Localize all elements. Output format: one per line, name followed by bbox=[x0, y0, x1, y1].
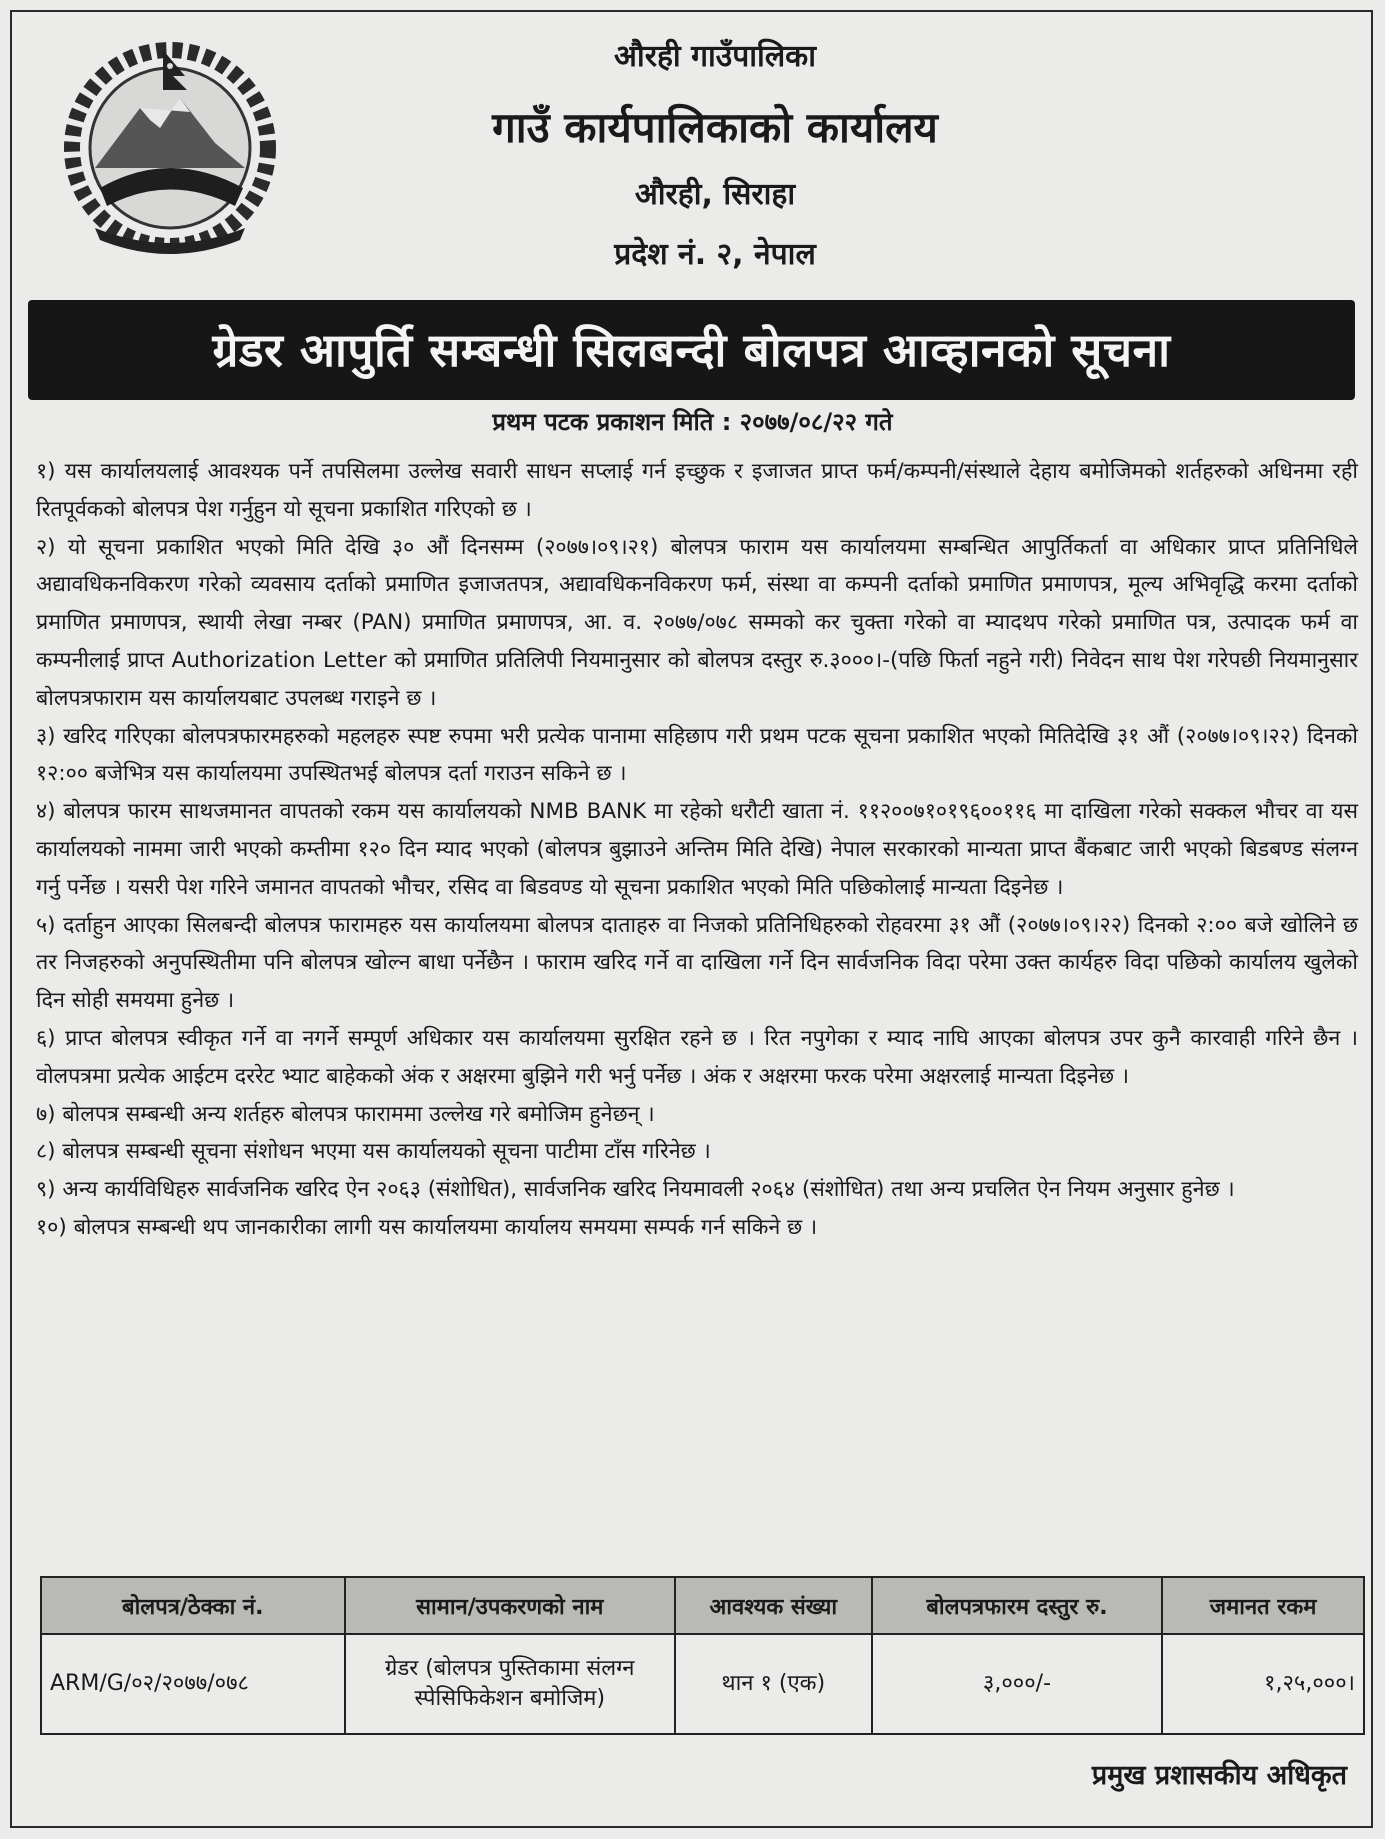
nepal-emblem-icon bbox=[55, 28, 285, 258]
publication-date: प्रथम पटक प्रकाशन मिति : २०७७/०८/२२ गते bbox=[492, 408, 893, 436]
clause-5: ५) दर्ताहुन आएका सिलबन्दी बोलपत्र फारामहरु यस कार्यालयमा बोलपत्र दाताहरु वा निजको प्रतिनिधिहरुको रोहवरमा ३१ औं (२०७७।०९।२२) दिनको २:०० बजे खोलिने छ तर निजहरुको अनुपस्थितीमा पनि बोलपत्र खोल्न बाधा पर्नेछैन । फाराम खरिद गर्ने वा दाखिला गर्ने दिन सार्वजनिक विदा परेमा उक्त कार्यहरु विदा पछिको कार्यालय खुलेको दिन सोही समयमा हुनेछ । bbox=[36, 912, 1358, 1014]
item-name-line-1: ग्रेडर (बोलपत्र पुस्तिकामा संलग्न bbox=[385, 1656, 635, 1681]
clause-10: १०) बोलपत्र सम्बन्धी थप जानकारीका लागी यस कार्यालयमा कार्यालय समयमा सम्पर्क गर्न सकिने छ । bbox=[36, 1214, 818, 1240]
header-form-fee: बोलपत्रफारम दस्तुर रु. bbox=[872, 1577, 1163, 1634]
clause-9: ९) अन्य कार्यविधिहरु सार्वजनिक खरिद ऐन २०६३ (संशोधित), सार्वजनिक खरिद नियमावली २०६४ (संशोधित) तथा अन्य प्रचलित ऐन नियम अनुसार हुनेछ । bbox=[36, 1177, 1235, 1203]
table-header-row bbox=[41, 1577, 1364, 1634]
clause-7: ७) बोलपत्र सम्बन्धी अन्य शर्तहरु बोलपत्र फाराममा उल्लेख गरे बमोजिम हुनेछन् । bbox=[36, 1101, 655, 1127]
header-contract-no: बोलपत्र/ठेक्का नं. bbox=[41, 1577, 345, 1634]
clause-6: ६) प्राप्त बोलपत्र स्वीकृत गर्ने वा नगर्ने सम्पूर्ण अधिकार यस कार्यालयमा सुरक्षित रहने छ । रित नपुगेका र म्याद नाघि आएका बोलपत्र उपर कुनै कारवाही गरिने छैन । वोलपत्रमा प्रत्येक आईटम दररेट भ्याट बाहेकको अंक र अक्षरमा बुझिने गरी भर्नु पर्नेछ । अंक र अक्षरमा फरक परेमा अक्षरलाई मान्यता दिइनेछ । bbox=[36, 1025, 1358, 1089]
cell-contract-no: ARM/G/०२/२०७७/०७८ bbox=[41, 1634, 345, 1734]
clause-4: ४) बोलपत्र फारम साथजमानत वापतको रकम यस कार्यालयको NMB BANK मा रहेको धरौटी खाता नं. ११२००७१०१९६००११६ मा दाखिला गरेको सक्कल भौचर वा यस कार्यालयको नाममा जारी भएको कम्तीमा १२० दिन म्याद भएको (बोलपत्र बुझाउने अन्तिम मिति देखि) नेपाल सरकारको मान्यता प्राप्त बैंकबाट जारी भएको बिडबण्ड संलग्न गर्नु पर्नेछ । यसरी पेश गरिने जमानत वापतको भौचर, रसिद वा बिडवण्ड यो सूचना प्रकाशित भएको मिति पछिकोलाई मान्यता दिइनेछ । bbox=[36, 799, 1358, 900]
signatory-title: प्रमुख प्रशासकीय अधिकृत bbox=[1091, 1760, 1347, 1791]
cell-item-name bbox=[345, 1634, 675, 1734]
clause-3: ३) खरिद गरिएका बोलपत्रफारमहरुको महलहरु स्पष्ट रुपमा भरी प्रत्येक पानामा सहिछाप गरी प्रथम पटक सूचना प्रकाशित भएको मितिदेखि ३१ औं (२०७७।०९।२२) दिनको १२:०० बजेभित्र यस कार्यालयमा उपस्थितभई बोलपत्र दर्ता गराउन सकिने छ । bbox=[36, 723, 1358, 787]
clause-8: ८) बोलपत्र सम्बन्धी सूचना संशोधन भएमा यस कार्यालयको सूचना पाटीमा टाँस गरिनेछ । bbox=[36, 1139, 711, 1165]
province-name: प्रदेश नं. २, नेपाल bbox=[614, 237, 816, 272]
header-security-amount: जमानत रकम bbox=[1162, 1577, 1364, 1634]
tender-table bbox=[40, 1576, 1365, 1735]
municipality-name: औरही गाउँपालिका bbox=[614, 39, 816, 74]
notice-title: ग्रेडर आपुर्ति सम्बन्धी सिलबन्दी बोलपत्र आव्हानको सूचना bbox=[28, 300, 1355, 400]
notice-clauses bbox=[36, 453, 1358, 1247]
header-item-name: सामान/उपकरणको नाम bbox=[345, 1577, 675, 1634]
header-quantity: आवश्यक संख्या bbox=[675, 1577, 872, 1634]
clause-1: १) यस कार्यालयलाई आवश्यक पर्ने तपसिलमा उल्लेख सवारी साधन सप्लाई गर्न इच्छुक र इजाजत प्राप्त फर्म/कम्पनी/संस्थाले देहाय बमोजिमको शर्तहरुको अधिनमा रही रितपूर्वकको बोलपत्र पेश गर्नुहुन यो सूचना प्रकाशित गरिएको छ । bbox=[36, 459, 1358, 522]
cell-form-fee: ३,०००/- bbox=[872, 1634, 1163, 1734]
clause-2: २) यो सूचना प्रकाशित भएको मिति देखि ३० औं दिनसम्म (२०७७।०९।२१) बोलपत्र फाराम यस कार्यालयमा सम्बन्धित आपुर्तिकर्ता वा अधिकार प्राप्त प्रतिनिधिले अद्यावधिकनविकरण गरेको व्यवसाय दर्ताको प्रमाणित इजाजतपत्र, अद्यावधिकनविकरण फर्म, संस्था वा कम्पनी दर्ताको प्रमाणित प्रमाणपत्र, मूल्य अभिवृद्धि करमा दर्ताको प्रमाणित प्रमाणपत्र, स्थायी लेखा नम्बर (PAN) प्रमाणित प्रमाणपत्र, आ. व. २०७७/०७८ सम्मको कर चुक्ता गरेको वा म्यादथप गरेको प्रमाणित पत्र, उत्पादक फर्म वा कम्पनीलाई प्राप्त Authorization Letter को प्रमाणित प्रतिलिपी नियमानुसार को बोलपत्र दस्तुर रु.३०००।-(पछि फिर्ता नहुने गरी) निवेदन साथ पेश गरेपछी नियमानुसार बोलपत्रफाराम यस कार्यालयबाट उपलब्ध गराइने छ । bbox=[36, 534, 1358, 711]
cell-security-amount: १,२५,०००। bbox=[1162, 1634, 1364, 1734]
office-name: गाउँ कार्यपालिकाको कार्यालय bbox=[492, 103, 938, 152]
table-row bbox=[41, 1634, 1364, 1734]
cell-quantity: थान १ (एक) bbox=[675, 1634, 872, 1734]
office-location: औरही, सिराहा bbox=[634, 177, 796, 212]
item-name-line-2: स्पेसिफिकेशन बमोजिम) bbox=[414, 1686, 606, 1711]
